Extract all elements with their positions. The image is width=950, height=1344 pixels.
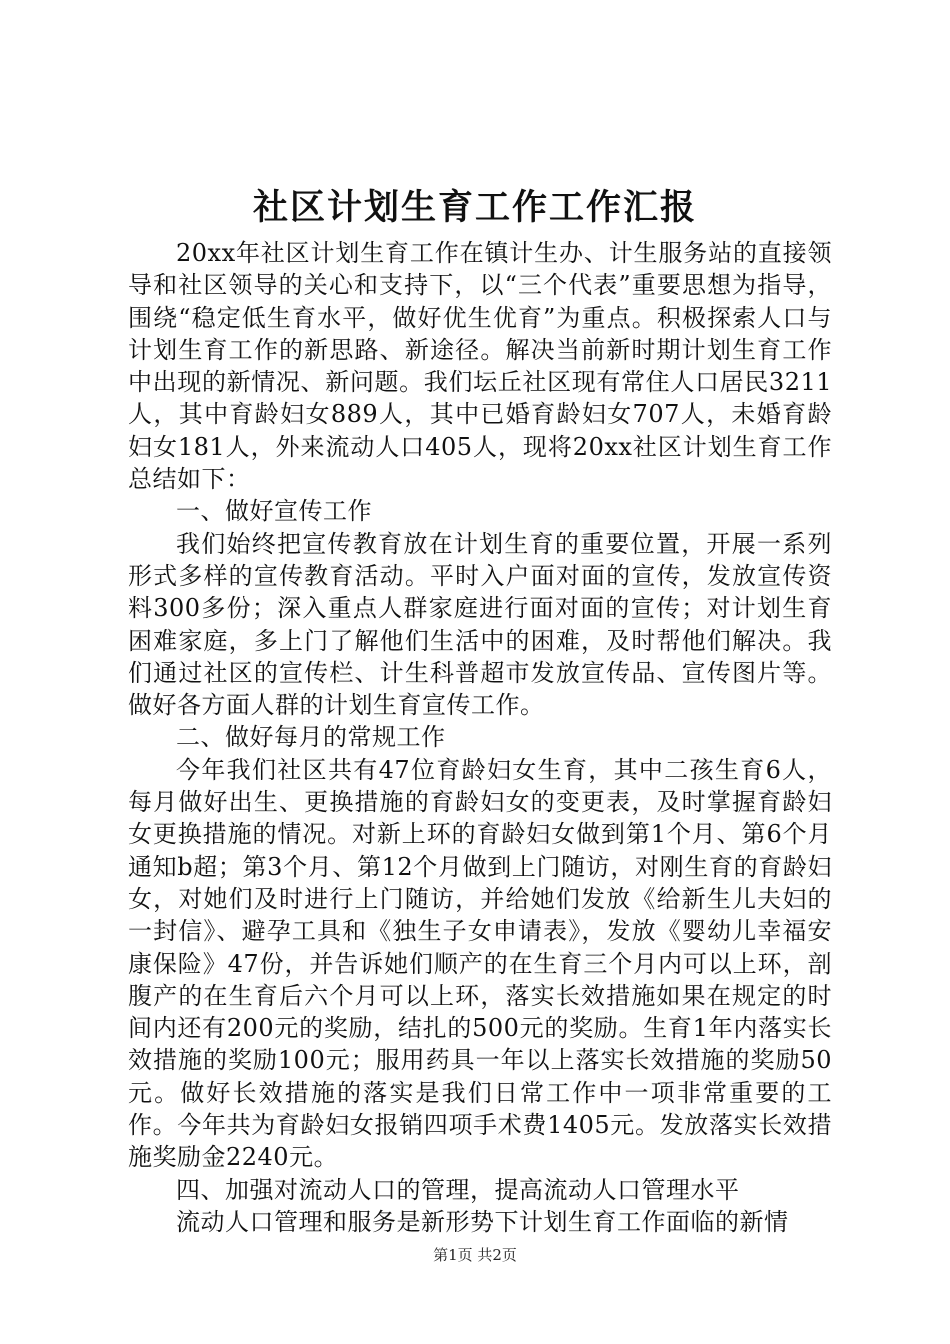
paragraph-publicity: 我们始终把宣传教育放在计划生育的重要位置，开展一系列形式多样的宣传教育活动。平时入户面对面的宣传，发放宣传资料300多份；深入重点人群家庭进行面对面的宣传；对计划生育困难家庭，多上门了解他们生活中的困难，及时帮他们解决。我们通过社区的宣传栏、计生科普超市发放宣传品、宣传图片等。做好各方面人群的计划生育宣传工作。: [128, 529, 832, 720]
section-heading-routine-work: 二、做好每月的常规工作: [176, 723, 446, 752]
document-body: [128, 237, 832, 1238]
section-heading-floating-population: 四、加强对流动人口的管理，提高流动人口管理水平: [176, 1175, 740, 1204]
paragraph-routine-work: 今年我们社区共有47位育龄妇女生育，其中二孩生育6人，每月做好出生、更换措施的育龄妇女的变更表，及时掌握育龄妇女更换措施的情况。对新上环的育龄妇女做到第1个月、第6个月通知b超；第3个月、第12个月做到上门随访，对刚生育的育龄妇女，对她们及时进行上门随访，并给她们发放《给新生儿夫妇的一封信》、避孕工具和《独生子女申请表》，发放《婴幼儿幸福安康保险》47份，并告诉她们顺产的在生育三个月内可以上环，剖腹产的在生育后六个月可以上环，落实长效措施如果在规定的时间内还有200元的奖励，结扎的500元的奖励。生育1年内落实长效措施的奖励100元；服用药具一年以上落实长效措施的奖励50元。做好长效措施的落实是我们日常工作中一项非常重要的工作。今年共为育龄妇女报销四项手术费1405元。发放落实长效措施奖励金2240元。: [128, 755, 832, 1172]
page-footer: 第1页 共2页: [433, 1246, 517, 1264]
section-heading-publicity: 一、做好宣传工作: [176, 497, 372, 526]
paragraph-intro: 20xx年社区计划生育工作在镇计生办、计生服务站的直接领导和社区领导的关心和支持下，以“三个代表”重要思想为指导，围绕“稳定低生育水平，做好优生优育”为重点。积极探索人口与计划生育工作的新思路、新途径。解决当前新时期计划生育工作中出现的新情况、新问题。我们坛丘社区现有常住人口居民3211人，其中育龄妇女889人，其中已婚育龄妇女707人，未婚育龄妇女181人，外来流动人口405人，现将20xx社区计划生育工作总结如下：: [128, 239, 832, 494]
paragraph-floating-population: 流动人口管理和服务是新形势下计划生育工作面临的新情: [176, 1207, 789, 1236]
page-title: 社区计划生育工作工作汇报: [252, 187, 697, 228]
